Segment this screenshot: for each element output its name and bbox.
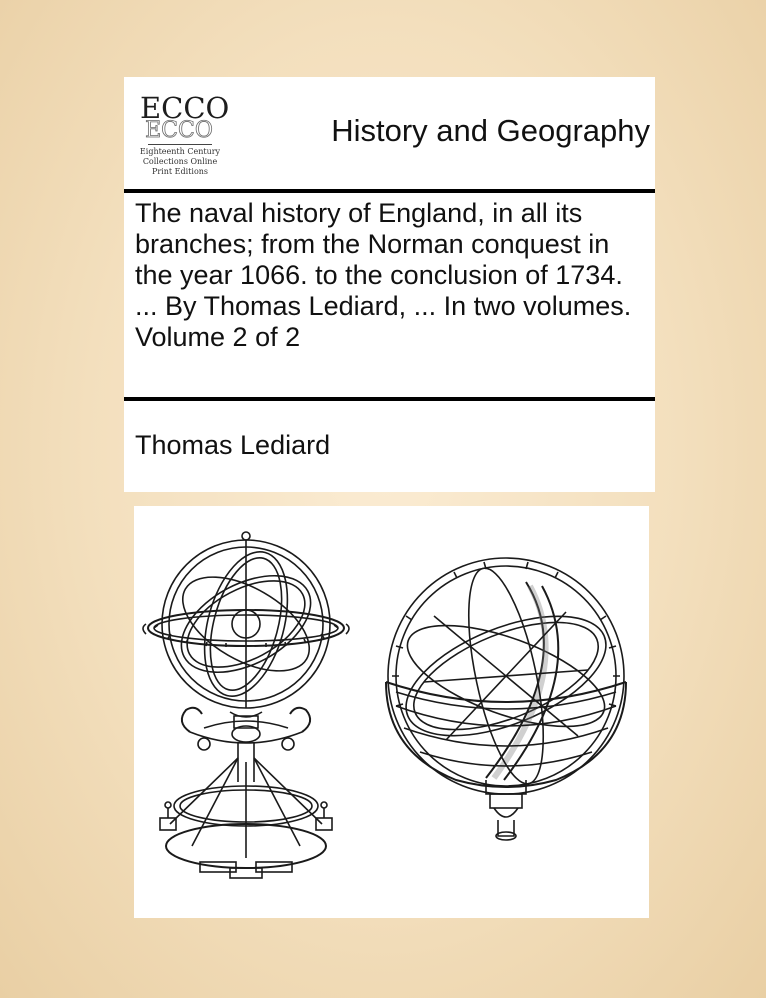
logo-wordmark-reflection: ECCO [145,118,213,143]
armillary-sphere-on-stand [143,532,349,878]
cover-text-panel [124,77,655,492]
book-title: The naval history of England, in all its branches; from the Norman conquest in the year 1066. to the conclusion of 1734. ... By Thomas Lediard, ... In two volumes. Volume 2 of 2 [135,198,632,352]
illustration [134,506,649,918]
logo-caption-line: Collections Online [142,157,218,166]
divider-rule [124,189,655,193]
author-name: Thomas Lediard [135,430,331,460]
logo-caption [134,147,226,177]
divider-rule [124,397,655,401]
armillary-sphere-in-bowl [386,558,626,840]
logo-wordmark: ECCO [140,91,230,125]
ecco-logo [134,85,230,185]
logo-caption-line: Eighteenth Century [139,147,221,156]
logo-divider [148,144,212,145]
logo-caption-line: Print Editions [151,167,209,176]
illustration-panel [134,506,649,918]
series-title: History and Geography [331,113,650,148]
